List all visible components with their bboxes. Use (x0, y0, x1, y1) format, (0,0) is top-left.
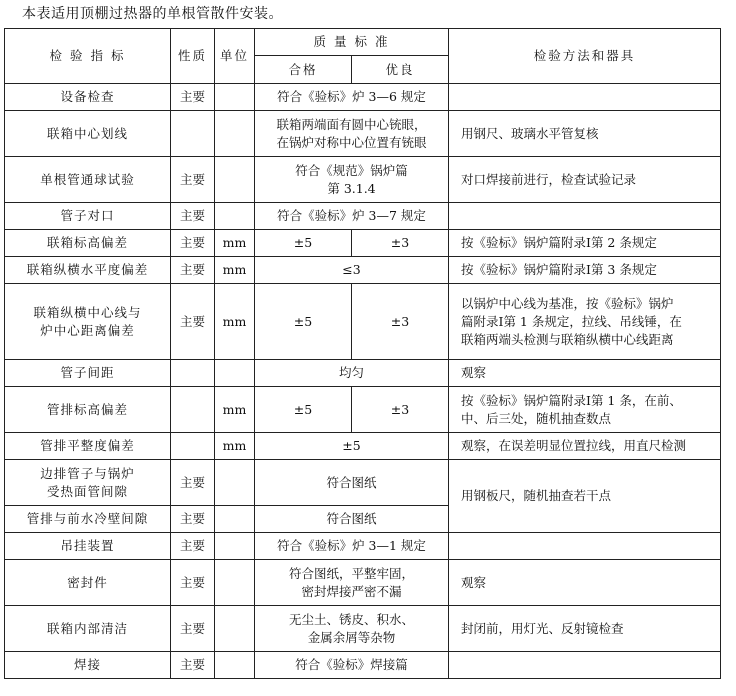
nature-cell: 主要 (171, 203, 215, 230)
method-cell (449, 157, 721, 203)
excellent-cell: ±3 (352, 230, 449, 257)
method-cell (449, 111, 721, 157)
method-cell (449, 533, 721, 560)
pass-cell: ±5 (255, 230, 352, 257)
standard-line: ≤3 (342, 262, 361, 277)
excellent-cell: ±3 (352, 387, 449, 433)
nature-cell: 主要 (171, 157, 215, 203)
standard-line: 符合图纸，平整牢固， (289, 565, 415, 581)
indicator-line: 联箱内部清洁 (46, 620, 128, 636)
indicator-cell (5, 506, 171, 533)
table-row (5, 360, 721, 387)
quality-standard-cell (255, 257, 449, 284)
standard-line: 符合图纸 (326, 511, 377, 526)
standard-line: 金属余屑等杂物 (307, 629, 396, 645)
quality-standard-cell (255, 84, 449, 111)
method-cell (449, 360, 721, 387)
method-cell (449, 230, 721, 257)
indicator-line: 单根管通球试验 (40, 171, 135, 187)
nature-cell (171, 433, 215, 460)
method-line: 中、后三处，随机抽查数点 (461, 410, 612, 426)
quality-standard-cell (255, 157, 449, 203)
quality-standard-cell (255, 203, 449, 230)
method-cell (449, 284, 721, 360)
quality-standard-cell (255, 360, 449, 387)
indicator-line: 联箱纵横水平度偏差 (26, 262, 149, 277)
nature-cell: 主要 (171, 652, 215, 679)
method-cell (449, 433, 721, 460)
nature-cell: 主要 (171, 606, 215, 652)
indicator-line: 受热面管间隙 (46, 483, 128, 499)
method-cell (449, 460, 721, 533)
table-row (5, 257, 721, 284)
unit-cell (215, 652, 255, 679)
header-row-1 (5, 29, 721, 56)
method-line: 观察 (461, 365, 487, 380)
unit-cell (215, 360, 255, 387)
method-line: 观察，在误差明显位置拉线，用直尺检测 (461, 438, 687, 453)
indicator-line: 联箱纵横中心线与 (33, 304, 142, 320)
indicator-cell (5, 433, 171, 460)
standard-line: 第 3.1.4 (327, 180, 376, 196)
nature-cell: 主要 (171, 284, 215, 360)
unit-cell (215, 460, 255, 506)
unit-cell (215, 84, 255, 111)
table-row (5, 606, 721, 652)
method-line: 以锅炉中心线为基准，按《验标》锅炉 (461, 295, 674, 311)
standard-line: 符合《验标》炉 3—1 规定 (277, 538, 426, 553)
table-row (5, 84, 721, 111)
header-unit: 单位 (215, 29, 255, 84)
unit-cell: mm (215, 257, 255, 284)
method-cell (449, 652, 721, 679)
indicator-cell (5, 652, 171, 679)
method-line: 对口焊接前进行，检查试验记录 (461, 171, 637, 187)
table-row (5, 111, 721, 157)
table-row (5, 433, 721, 460)
method-line: 按《验标》锅炉篇附录Ⅰ第 2 条规定 (461, 235, 657, 250)
quality-standard-cell (255, 111, 449, 157)
table-row (5, 157, 721, 203)
method-line: 用钢尺、玻璃水平管复核 (461, 125, 599, 141)
standard-line: 符合《验标》炉 3—7 规定 (277, 208, 426, 223)
indicator-line: 吊挂装置 (60, 538, 115, 553)
indicator-line: 联箱标高偏差 (46, 235, 128, 250)
quality-standard-cell (255, 533, 449, 560)
standard-line: 无尘土、锈皮、积水、 (289, 611, 415, 627)
standard-line: ±5 (342, 438, 361, 453)
method-cell (449, 84, 721, 111)
quality-standard-cell (255, 506, 449, 533)
intro-text: 本表适用顶棚过热器的单根管散件安装。 (22, 6, 283, 22)
method-line: 观察 (461, 574, 487, 590)
unit-cell (215, 203, 255, 230)
method-line: 按《验标》锅炉篇附录Ⅰ第 1 条，在前、 (461, 392, 682, 408)
method-line: 联箱两端头检测与联箱纵横中心线距离 (461, 331, 674, 347)
nature-cell: 主要 (171, 230, 215, 257)
indicator-line: 管排标高偏差 (46, 401, 128, 417)
nature-cell: 主要 (171, 257, 215, 284)
unit-cell (215, 157, 255, 203)
indicator-cell (5, 257, 171, 284)
indicator-cell (5, 203, 171, 230)
nature-cell: 主要 (171, 533, 215, 560)
pass-cell: ±5 (255, 387, 352, 433)
unit-cell: mm (215, 230, 255, 257)
indicator-line: 焊接 (73, 657, 101, 672)
header-quality-standard: 质 量 标 准 (255, 29, 449, 56)
indicator-line: 边排管子与锅炉 (40, 465, 135, 481)
method-line: 按《验标》锅炉篇附录Ⅰ第 3 条规定 (461, 262, 657, 277)
header-method: 检验方法和器具 (449, 29, 721, 84)
header-pass: 合格 (255, 56, 352, 84)
indicator-cell (5, 460, 171, 506)
standard-line: 符合《验标》炉 3—6 规定 (277, 89, 426, 104)
standard-line: 符合图纸 (326, 474, 377, 490)
method-line: 篇附录Ⅰ第 1 条规定，拉线、吊线锤，在 (461, 313, 682, 329)
standard-line: 联箱两端面有圆中心铳眼， (276, 116, 427, 132)
indicator-line: 炉中心距离偏差 (40, 322, 135, 338)
indicator-cell (5, 387, 171, 433)
indicator-line: 密封件 (67, 574, 108, 590)
header-indicator: 检 验 指 标 (5, 29, 171, 84)
unit-cell: mm (215, 284, 255, 360)
table-row (5, 652, 721, 679)
inspection-table (4, 28, 721, 679)
quality-standard-cell (255, 560, 449, 606)
quality-standard-cell (255, 433, 449, 460)
unit-cell (215, 560, 255, 606)
quality-standard-cell (255, 606, 449, 652)
nature-cell: 主要 (171, 84, 215, 111)
unit-cell (215, 111, 255, 157)
unit-cell (215, 606, 255, 652)
indicator-cell (5, 284, 171, 360)
indicator-cell (5, 360, 171, 387)
unit-cell (215, 506, 255, 533)
standard-line: 符合《验标》焊接篇 (295, 657, 408, 672)
table-row (5, 284, 721, 360)
indicator-line: 联箱中心划线 (46, 125, 128, 141)
nature-cell (171, 111, 215, 157)
method-line: 封闭前，用灯光、反射镜检查 (461, 620, 624, 636)
nature-cell (171, 387, 215, 433)
indicator-line: 管子对口 (60, 208, 115, 223)
indicator-line: 管排平整度偏差 (40, 438, 135, 453)
standard-line: 在锅炉对称中心位置有铳眼 (276, 134, 427, 150)
header-nature: 性质 (171, 29, 215, 84)
method-cell (449, 257, 721, 284)
unit-cell: mm (215, 387, 255, 433)
nature-cell: 主要 (171, 506, 215, 533)
table-row (5, 460, 721, 506)
indicator-cell (5, 230, 171, 257)
table-row (5, 387, 721, 433)
unit-cell: mm (215, 433, 255, 460)
indicator-cell (5, 84, 171, 111)
header-excellent: 优良 (352, 56, 449, 84)
table-row (5, 203, 721, 230)
indicator-cell (5, 606, 171, 652)
nature-cell (171, 360, 215, 387)
table-row (5, 230, 721, 257)
quality-standard-cell (255, 652, 449, 679)
excellent-cell: ±3 (352, 284, 449, 360)
indicator-cell (5, 533, 171, 560)
indicator-line: 管排与前水冷壁间隙 (26, 511, 149, 526)
indicator-line: 设备检查 (60, 89, 115, 104)
pass-cell: ±5 (255, 284, 352, 360)
unit-cell (215, 533, 255, 560)
nature-cell: 主要 (171, 560, 215, 606)
method-cell (449, 203, 721, 230)
standard-line: 符合《规范》锅炉篇 (295, 162, 408, 178)
method-cell (449, 560, 721, 606)
method-cell (449, 387, 721, 433)
nature-cell: 主要 (171, 460, 215, 506)
method-line: 用钢板尺，随机抽查若干点 (461, 488, 612, 503)
table-row (5, 533, 721, 560)
method-cell (449, 606, 721, 652)
standard-line: 密封焊接严密不漏 (301, 583, 402, 599)
table-row (5, 560, 721, 606)
quality-standard-cell (255, 460, 449, 506)
indicator-cell (5, 560, 171, 606)
indicator-cell (5, 111, 171, 157)
standard-line: 均匀 (339, 365, 365, 380)
indicator-cell (5, 157, 171, 203)
indicator-line: 管子间距 (60, 365, 115, 380)
